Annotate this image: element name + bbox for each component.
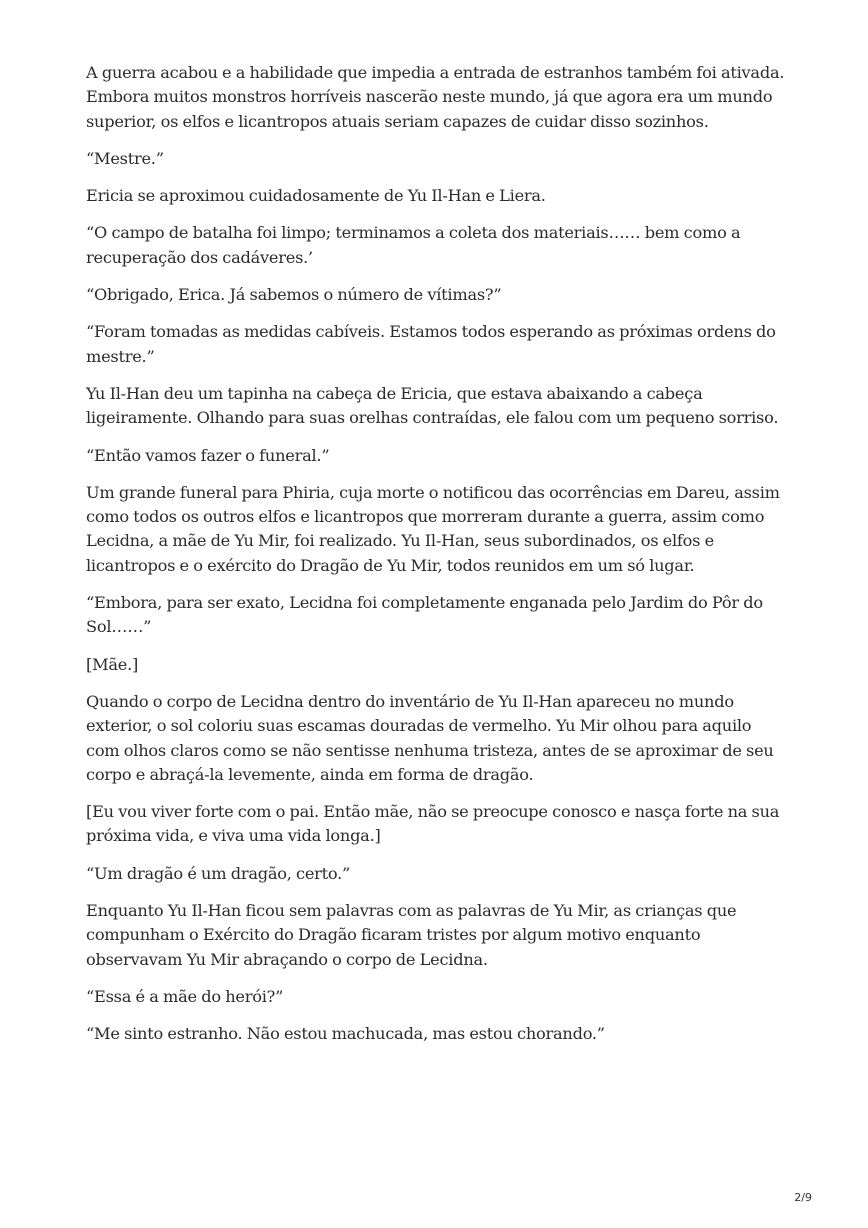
- paragraph: Ericia se aproximou cuidadosamente de Yu Il-Han e Liera.: [86, 186, 546, 206]
- paragraph: A guerra acabou e a habilidade que impedia a entrada de estranhos também foi ativada. Embora muitos monstros horríveis nascerão neste mundo, já que agora era um mundo superior, os elfos e licantropos atuais seriam capazes de cuidar disso sozinhos.: [86, 63, 785, 131]
- paragraph: Um grande funeral para Phiria, cuja morte o notificou das ocorrências em Dareu, assim como todos os outros elfos e licantropos que morreram durante a guerra, assim como Lecidna, a mãe de Yu Mir, foi realizado. Yu Il-Han, seus subordinados, os elfos e licantropos e o exército do Dragão de Yu Mir, todos reunidos em um só lugar.: [86, 482, 780, 575]
- page-number: 2/9: [794, 1191, 812, 1204]
- paragraph: [Mãe.]: [86, 654, 139, 674]
- paragraph: “Mestre.”: [86, 148, 164, 168]
- paragraph: [Eu vou viver forte com o pai. Então mãe, não se preocupe conosco e nasça forte na sua próxima vida, e viva uma vida longa.]: [86, 802, 780, 846]
- document-body: [86, 61, 786, 1060]
- paragraph: Enquanto Yu Il-Han ficou sem palavras com as palavras de Yu Mir, as crianças que compunham o Exército do Dragão ficaram tristes por algum motivo enquanto observavam Yu Mir abraçando o corpo de Lecidna.: [86, 901, 737, 969]
- paragraph: “Embora, para ser exato, Lecidna foi completamente enganada pelo Jardim do Pôr do Sol……”: [86, 593, 763, 637]
- paragraph: “Me sinto estranho. Não estou machucada, mas estou chorando.”: [86, 1024, 605, 1044]
- paragraph: “Obrigado, Erica. Já sabemos o número de vítimas?”: [86, 285, 502, 305]
- paragraph: “Essa é a mãe do herói?”: [86, 986, 284, 1006]
- paragraph: “Então vamos fazer o funeral.”: [86, 445, 330, 465]
- paragraph: “O campo de batalha foi limpo; terminamos a coleta dos materiais…… bem como a recuperação dos cadáveres.’: [86, 223, 741, 267]
- paragraph: “Foram tomadas as medidas cabíveis. Estamos todos esperando as próximas ordens do mestre.”: [86, 322, 776, 366]
- paragraph: Yu Il-Han deu um tapinha na cabeça de Ericia, que estava abaixando a cabeça ligeiramente. Olhando para suas orelhas contraídas, ele falou com um pequeno sorriso.: [86, 383, 779, 428]
- paragraph: Quando o corpo de Lecidna dentro do inventário de Yu Il-Han apareceu no mundo exterior, o sol coloriu suas escamas douradas de vermelho. Yu Mir olhou para aquilo com olhos claros como se não sentisse nenhuma tristeza, antes de se aproximar de seu corpo e abraçá-la levemente, ainda em forma de dragão.: [86, 691, 774, 784]
- paragraph: “Um dragão é um dragão, certo.”: [86, 863, 351, 883]
